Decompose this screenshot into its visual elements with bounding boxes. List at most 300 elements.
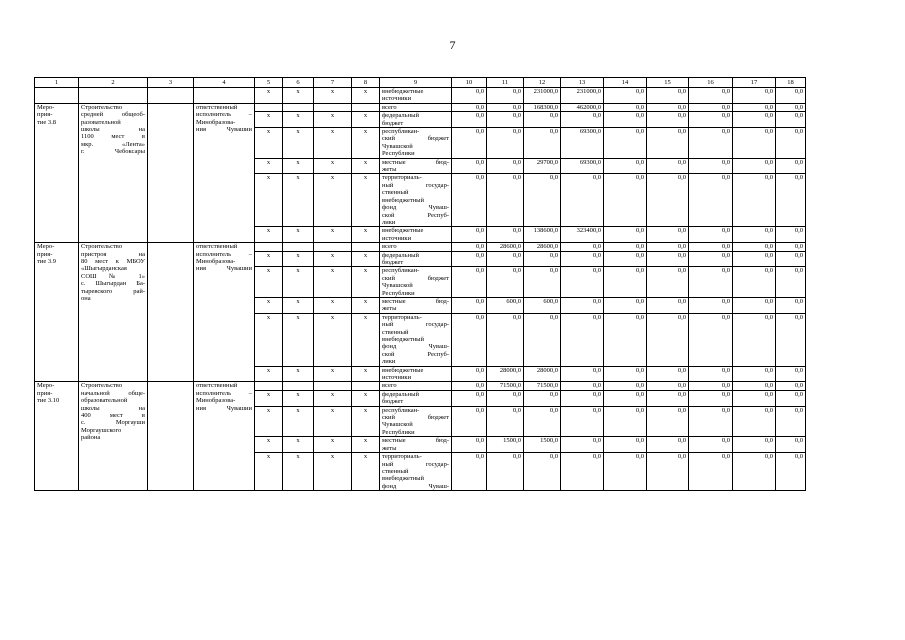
amount-cell: 168300,0	[524, 103, 561, 111]
x-mark-cell: x	[283, 297, 314, 313]
x-mark-cell: x	[255, 227, 283, 243]
amount-cell: 0,0	[604, 158, 647, 174]
amount-cell: 600,0	[524, 297, 561, 313]
measure-label-cell	[35, 243, 79, 382]
amount-cell: 0,0	[733, 437, 776, 453]
amount-cell: 0,0	[689, 406, 733, 437]
x-mark-cell: x	[283, 437, 314, 453]
funding-source: республикан- ский бюджет Чувашской Республики	[382, 128, 449, 158]
empty-cell	[194, 88, 255, 104]
column-number: 16	[689, 78, 733, 88]
amount-cell: 0,0	[647, 437, 689, 453]
x-mark-cell: x	[255, 297, 283, 313]
amount-cell: 0,0	[647, 406, 689, 437]
amount-cell: 0,0	[561, 267, 604, 298]
funding-source: республикан- ский бюджет Чувашской Республики	[382, 267, 449, 297]
x-mark-cell: x	[352, 313, 380, 366]
amount-cell: 0,0	[733, 103, 776, 111]
x-mark-cell: x	[314, 437, 352, 453]
x-mark-cell: x	[352, 366, 380, 382]
x-mark-cell: x	[314, 366, 352, 382]
table-body	[35, 78, 806, 491]
amount-cell: 0,0	[647, 390, 689, 406]
amount-cell: 0,0	[733, 406, 776, 437]
column-number: 2	[79, 78, 148, 88]
amount-cell: 231000,0	[524, 88, 561, 104]
x-mark-cell: x	[255, 267, 283, 298]
empty-cell	[79, 88, 148, 104]
amount-cell: 0,0	[561, 297, 604, 313]
executor: ответственный исполнитель – Минобразова- ния Чувашии	[196, 243, 252, 273]
measure-name-cell	[79, 243, 148, 382]
column-number: 8	[352, 78, 380, 88]
amount-cell: 0,0	[487, 103, 524, 111]
x-mark-cell: x	[314, 88, 352, 104]
amount-cell: 0,0	[452, 128, 487, 159]
x-mark-cell: x	[352, 406, 380, 437]
amount-cell: 0,0	[776, 313, 806, 366]
amount-cell: 0,0	[689, 366, 733, 382]
amount-cell: 0,0	[647, 128, 689, 159]
amount-cell: 0,0	[561, 453, 604, 491]
amount-cell: 0,0	[561, 390, 604, 406]
x-mark-cell: x	[255, 128, 283, 159]
amount-cell: 0,0	[733, 112, 776, 128]
amount-cell: 0,0	[733, 251, 776, 267]
x-mark-cell: x	[283, 267, 314, 298]
amount-cell: 0,0	[604, 243, 647, 251]
amount-cell: 29700,0	[524, 158, 561, 174]
funding-source-cell	[380, 390, 452, 406]
amount-cell: 0,0	[733, 390, 776, 406]
x-mark-cell: x	[283, 390, 314, 406]
amount-cell: 0,0	[604, 390, 647, 406]
amount-cell: 0,0	[776, 243, 806, 251]
funding-source: местные бюд- жеты	[382, 158, 449, 174]
amount-cell: 0,0	[487, 313, 524, 366]
amount-cell: 0,0	[604, 227, 647, 243]
column-number: 11	[487, 78, 524, 88]
amount-cell: 28000,0	[524, 366, 561, 382]
amount-cell: 0,0	[733, 267, 776, 298]
x-mark-cell: x	[352, 128, 380, 159]
x-mark-cell	[255, 382, 283, 390]
amount-cell: 0,0	[647, 103, 689, 111]
x-mark-cell	[283, 243, 314, 251]
amount-cell: 0,0	[733, 382, 776, 390]
funding-source-cell	[380, 158, 452, 174]
x-mark-cell: x	[255, 88, 283, 104]
amount-cell: 0,0	[776, 103, 806, 111]
amount-cell: 0,0	[733, 128, 776, 159]
amount-cell: 1500,0	[524, 437, 561, 453]
measure-name-cell	[79, 382, 148, 491]
funding-source: всего	[382, 382, 397, 390]
measure-label-cell	[35, 103, 79, 242]
amount-cell: 28000,0	[487, 366, 524, 382]
funding-source: республикан- ский бюджет Чувашской Республики	[382, 406, 449, 436]
x-mark-cell: x	[283, 251, 314, 267]
amount-cell: 0,0	[487, 158, 524, 174]
funding-source: внебюджетные источники	[382, 227, 424, 242]
amount-cell: 0,0	[487, 112, 524, 128]
column-number: 10	[452, 78, 487, 88]
x-mark-cell: x	[255, 366, 283, 382]
amount-cell: 0,0	[689, 103, 733, 111]
amount-cell: 69300,0	[561, 158, 604, 174]
x-mark-cell	[283, 382, 314, 390]
table-row	[35, 103, 806, 111]
amount-cell: 462000,0	[561, 103, 604, 111]
x-mark-cell: x	[314, 112, 352, 128]
x-mark-cell: x	[352, 437, 380, 453]
x-mark-cell	[255, 103, 283, 111]
amount-cell: 28600,0	[487, 243, 524, 251]
executor-cell	[194, 103, 255, 242]
amount-cell: 0,0	[604, 112, 647, 128]
amount-cell: 0,0	[689, 437, 733, 453]
table-row	[35, 382, 806, 390]
amount-cell: 0,0	[452, 174, 487, 227]
amount-cell: 0,0	[452, 297, 487, 313]
amount-cell: 0,0	[487, 453, 524, 491]
x-mark-cell	[352, 243, 380, 251]
amount-cell: 0,0	[452, 366, 487, 382]
amount-cell: 0,0	[487, 88, 524, 104]
amount-cell: 0,0	[561, 112, 604, 128]
funding-source-cell	[380, 313, 452, 366]
amount-cell: 0,0	[524, 251, 561, 267]
x-mark-cell: x	[255, 174, 283, 227]
x-mark-cell: x	[314, 406, 352, 437]
amount-cell: 0,0	[689, 243, 733, 251]
amount-cell: 0,0	[487, 406, 524, 437]
funding-source: территориаль- ный государ- ственный внебюджетный фонд Чуваш- ской Респуб- лики	[382, 313, 449, 366]
amount-cell: 0,0	[689, 112, 733, 128]
amount-cell: 0,0	[647, 112, 689, 128]
measure-label: Меро- прия- тие 3.8	[37, 103, 56, 126]
x-mark-cell: x	[283, 366, 314, 382]
amount-cell: 0,0	[452, 103, 487, 111]
funding-source-cell	[380, 406, 452, 437]
x-mark-cell: x	[352, 251, 380, 267]
amount-cell: 600,0	[487, 297, 524, 313]
x-mark-cell	[283, 103, 314, 111]
amount-cell: 0,0	[776, 267, 806, 298]
amount-cell: 0,0	[733, 297, 776, 313]
amount-cell: 1500,0	[487, 437, 524, 453]
funding-source-cell	[380, 366, 452, 382]
measure-name-cell	[79, 103, 148, 242]
amount-cell: 0,0	[689, 313, 733, 366]
amount-cell: 69300,0	[561, 128, 604, 159]
amount-cell: 0,0	[561, 382, 604, 390]
x-mark-cell: x	[352, 158, 380, 174]
amount-cell: 0,0	[487, 390, 524, 406]
amount-cell: 0,0	[604, 406, 647, 437]
funding-source: внебюджетные источники	[382, 366, 424, 382]
amount-cell: 0,0	[647, 227, 689, 243]
x-mark-cell: x	[352, 174, 380, 227]
funding-source-cell	[380, 437, 452, 453]
amount-cell: 0,0	[561, 313, 604, 366]
funding-source: местные бюд- жеты	[382, 437, 449, 452]
amount-cell: 0,0	[776, 406, 806, 437]
funding-source-cell	[380, 112, 452, 128]
x-mark-cell: x	[314, 128, 352, 159]
x-mark-cell: x	[314, 297, 352, 313]
x-mark-cell: x	[352, 88, 380, 104]
amount-cell: 71500,0	[524, 382, 561, 390]
amount-cell: 0,0	[487, 251, 524, 267]
x-mark-cell: x	[314, 174, 352, 227]
x-mark-cell	[352, 103, 380, 111]
amount-cell: 0,0	[733, 174, 776, 227]
x-mark-cell: x	[314, 313, 352, 366]
x-mark-cell: x	[352, 267, 380, 298]
amount-cell: 0,0	[776, 251, 806, 267]
x-mark-cell: x	[314, 453, 352, 491]
amount-cell: 0,0	[689, 251, 733, 267]
amount-cell: 0,0	[689, 227, 733, 243]
executor-cell	[194, 382, 255, 491]
amount-cell: 0,0	[452, 88, 487, 104]
amount-cell: 0,0	[733, 88, 776, 104]
amount-cell: 0,0	[561, 174, 604, 227]
funding-source: территориаль- ный государ- ственный внебюджетный фонд Чуваш-	[382, 453, 449, 490]
measure-name: Строительство пристроя на 80 мест к МБОУ «Шыгырданская СОШ № 1» с. Шыгырдан Ба- тыревского рай- она	[81, 243, 145, 302]
amount-cell: 0,0	[647, 366, 689, 382]
column-number: 15	[647, 78, 689, 88]
funding-source: федеральный бюджет	[382, 251, 419, 266]
amount-cell: 0,0	[561, 243, 604, 251]
amount-cell: 0,0	[776, 128, 806, 159]
amount-cell: 0,0	[561, 366, 604, 382]
funding-source-cell	[380, 297, 452, 313]
column-number: 4	[194, 78, 255, 88]
amount-cell: 0,0	[604, 103, 647, 111]
page-number: 7	[449, 38, 456, 52]
x-mark-cell: x	[352, 453, 380, 491]
amount-cell: 0,0	[689, 158, 733, 174]
x-mark-cell: x	[255, 112, 283, 128]
funding-source-cell	[380, 243, 452, 251]
amount-cell: 0,0	[733, 366, 776, 382]
amount-cell: 0,0	[604, 128, 647, 159]
amount-cell: 0,0	[452, 406, 487, 437]
amount-cell: 0,0	[647, 297, 689, 313]
amount-cell: 0,0	[647, 251, 689, 267]
amount-cell: 231000,0	[561, 88, 604, 104]
amount-cell: 0,0	[604, 313, 647, 366]
amount-cell: 0,0	[452, 251, 487, 267]
funding-source-cell	[380, 88, 452, 104]
funding-source-cell	[380, 453, 452, 491]
column-number: 1	[35, 78, 79, 88]
empty-cell	[148, 103, 194, 242]
x-mark-cell: x	[283, 174, 314, 227]
measure-label: Меро- прия- тие 3.9	[37, 243, 56, 265]
funding-source: внебюджетные источники	[382, 88, 424, 103]
amount-cell: 0,0	[776, 382, 806, 390]
x-mark-cell	[314, 382, 352, 390]
amount-cell: 0,0	[452, 390, 487, 406]
funding-source: местные бюд- жеты	[382, 297, 449, 313]
funding-source-cell	[380, 251, 452, 267]
amount-cell: 0,0	[689, 297, 733, 313]
measure-label-cell	[35, 382, 79, 491]
empty-cell	[148, 243, 194, 382]
empty-cell	[148, 88, 194, 104]
amount-cell: 0,0	[524, 267, 561, 298]
amount-cell: 0,0	[561, 406, 604, 437]
amount-cell: 0,0	[487, 267, 524, 298]
x-mark-cell: x	[314, 227, 352, 243]
funding-source: федеральный бюджет	[382, 112, 419, 127]
column-number: 6	[283, 78, 314, 88]
funding-source: всего	[382, 243, 397, 251]
funding-source-cell	[380, 382, 452, 390]
amount-cell: 0,0	[452, 382, 487, 390]
amount-cell: 0,0	[776, 158, 806, 174]
amount-cell: 0,0	[604, 382, 647, 390]
amount-cell: 0,0	[776, 453, 806, 491]
amount-cell: 0,0	[452, 437, 487, 453]
table-row	[35, 88, 806, 104]
amount-cell: 0,0	[524, 406, 561, 437]
x-mark-cell: x	[352, 297, 380, 313]
amount-cell: 0,0	[689, 174, 733, 227]
x-mark-cell: x	[283, 227, 314, 243]
x-mark-cell: x	[283, 128, 314, 159]
amount-cell: 0,0	[647, 313, 689, 366]
amount-cell: 0,0	[604, 437, 647, 453]
empty-cell	[35, 88, 79, 104]
amount-cell: 0,0	[647, 158, 689, 174]
amount-cell: 0,0	[689, 382, 733, 390]
column-number: 14	[604, 78, 647, 88]
amount-cell: 0,0	[604, 174, 647, 227]
amount-cell: 0,0	[647, 243, 689, 251]
amount-cell: 0,0	[647, 174, 689, 227]
measure-name: Строительство начальной обще- образовательной школы на 400 мест в с. Моргауши Моргаушского района	[81, 382, 145, 442]
amount-cell: 0,0	[647, 267, 689, 298]
executor-cell	[194, 243, 255, 382]
amount-cell: 0,0	[689, 390, 733, 406]
amount-cell: 0,0	[524, 112, 561, 128]
amount-cell: 0,0	[452, 158, 487, 174]
column-number: 12	[524, 78, 561, 88]
x-mark-cell	[314, 243, 352, 251]
amount-cell: 0,0	[647, 453, 689, 491]
column-number: 9	[380, 78, 452, 88]
executor: ответственный исполнитель – Минобразова- ния Чувашии	[196, 103, 252, 134]
x-mark-cell: x	[283, 313, 314, 366]
column-number: 3	[148, 78, 194, 88]
x-mark-cell: x	[255, 251, 283, 267]
executor: ответственный исполнитель – Минобразова- ния Чувашии	[196, 382, 252, 412]
amount-cell: 28600,0	[524, 243, 561, 251]
amount-cell: 0,0	[524, 313, 561, 366]
x-mark-cell: x	[352, 112, 380, 128]
amount-cell: 0,0	[452, 112, 487, 128]
column-number: 17	[733, 78, 776, 88]
table-row	[35, 243, 806, 251]
x-mark-cell: x	[314, 158, 352, 174]
column-number: 18	[776, 78, 806, 88]
amount-cell: 0,0	[487, 227, 524, 243]
column-number: 13	[561, 78, 604, 88]
funding-source-cell	[380, 267, 452, 298]
amount-cell: 0,0	[561, 251, 604, 267]
column-number-row	[35, 78, 806, 88]
funding-source-cell	[380, 174, 452, 227]
amount-cell: 138600,0	[524, 227, 561, 243]
x-mark-cell	[314, 103, 352, 111]
x-mark-cell: x	[255, 453, 283, 491]
amount-cell: 0,0	[776, 390, 806, 406]
amount-cell: 0,0	[776, 174, 806, 227]
funding-source-cell	[380, 103, 452, 111]
amount-cell: 0,0	[776, 366, 806, 382]
x-mark-cell: x	[255, 313, 283, 366]
x-mark-cell: x	[283, 158, 314, 174]
x-mark-cell: x	[255, 390, 283, 406]
amount-cell: 0,0	[524, 390, 561, 406]
empty-cell	[148, 382, 194, 491]
amount-cell: 0,0	[452, 267, 487, 298]
amount-cell: 71500,0	[487, 382, 524, 390]
measure-label: Меро- прия- тие 3.10	[37, 382, 60, 405]
amount-cell: 0,0	[776, 88, 806, 104]
x-mark-cell: x	[255, 406, 283, 437]
column-number: 5	[255, 78, 283, 88]
amount-cell: 0,0	[604, 453, 647, 491]
amount-cell: 0,0	[452, 313, 487, 366]
amount-cell: 0,0	[604, 88, 647, 104]
amount-cell: 0,0	[776, 112, 806, 128]
funding-source-cell	[380, 227, 452, 243]
amount-cell: 0,0	[733, 158, 776, 174]
amount-cell: 0,0	[604, 267, 647, 298]
amount-cell: 0,0	[733, 313, 776, 366]
amount-cell: 0,0	[604, 251, 647, 267]
amount-cell: 323400,0	[561, 227, 604, 243]
amount-cell: 0,0	[524, 128, 561, 159]
amount-cell: 0,0	[689, 267, 733, 298]
amount-cell: 0,0	[452, 243, 487, 251]
amount-cell: 0,0	[733, 227, 776, 243]
funding-source-cell	[380, 128, 452, 159]
amount-cell: 0,0	[561, 437, 604, 453]
amount-cell: 0,0	[452, 453, 487, 491]
x-mark-cell: x	[255, 437, 283, 453]
amount-cell: 0,0	[689, 88, 733, 104]
amount-cell: 0,0	[524, 453, 561, 491]
x-mark-cell	[352, 382, 380, 390]
x-mark-cell: x	[314, 390, 352, 406]
amount-cell: 0,0	[647, 88, 689, 104]
amount-cell: 0,0	[733, 453, 776, 491]
amount-cell: 0,0	[452, 227, 487, 243]
column-number: 7	[314, 78, 352, 88]
amount-cell: 0,0	[487, 174, 524, 227]
x-mark-cell: x	[255, 158, 283, 174]
x-mark-cell	[255, 243, 283, 251]
funding-source: федеральный бюджет	[382, 390, 419, 406]
amount-cell: 0,0	[733, 243, 776, 251]
x-mark-cell: x	[314, 251, 352, 267]
